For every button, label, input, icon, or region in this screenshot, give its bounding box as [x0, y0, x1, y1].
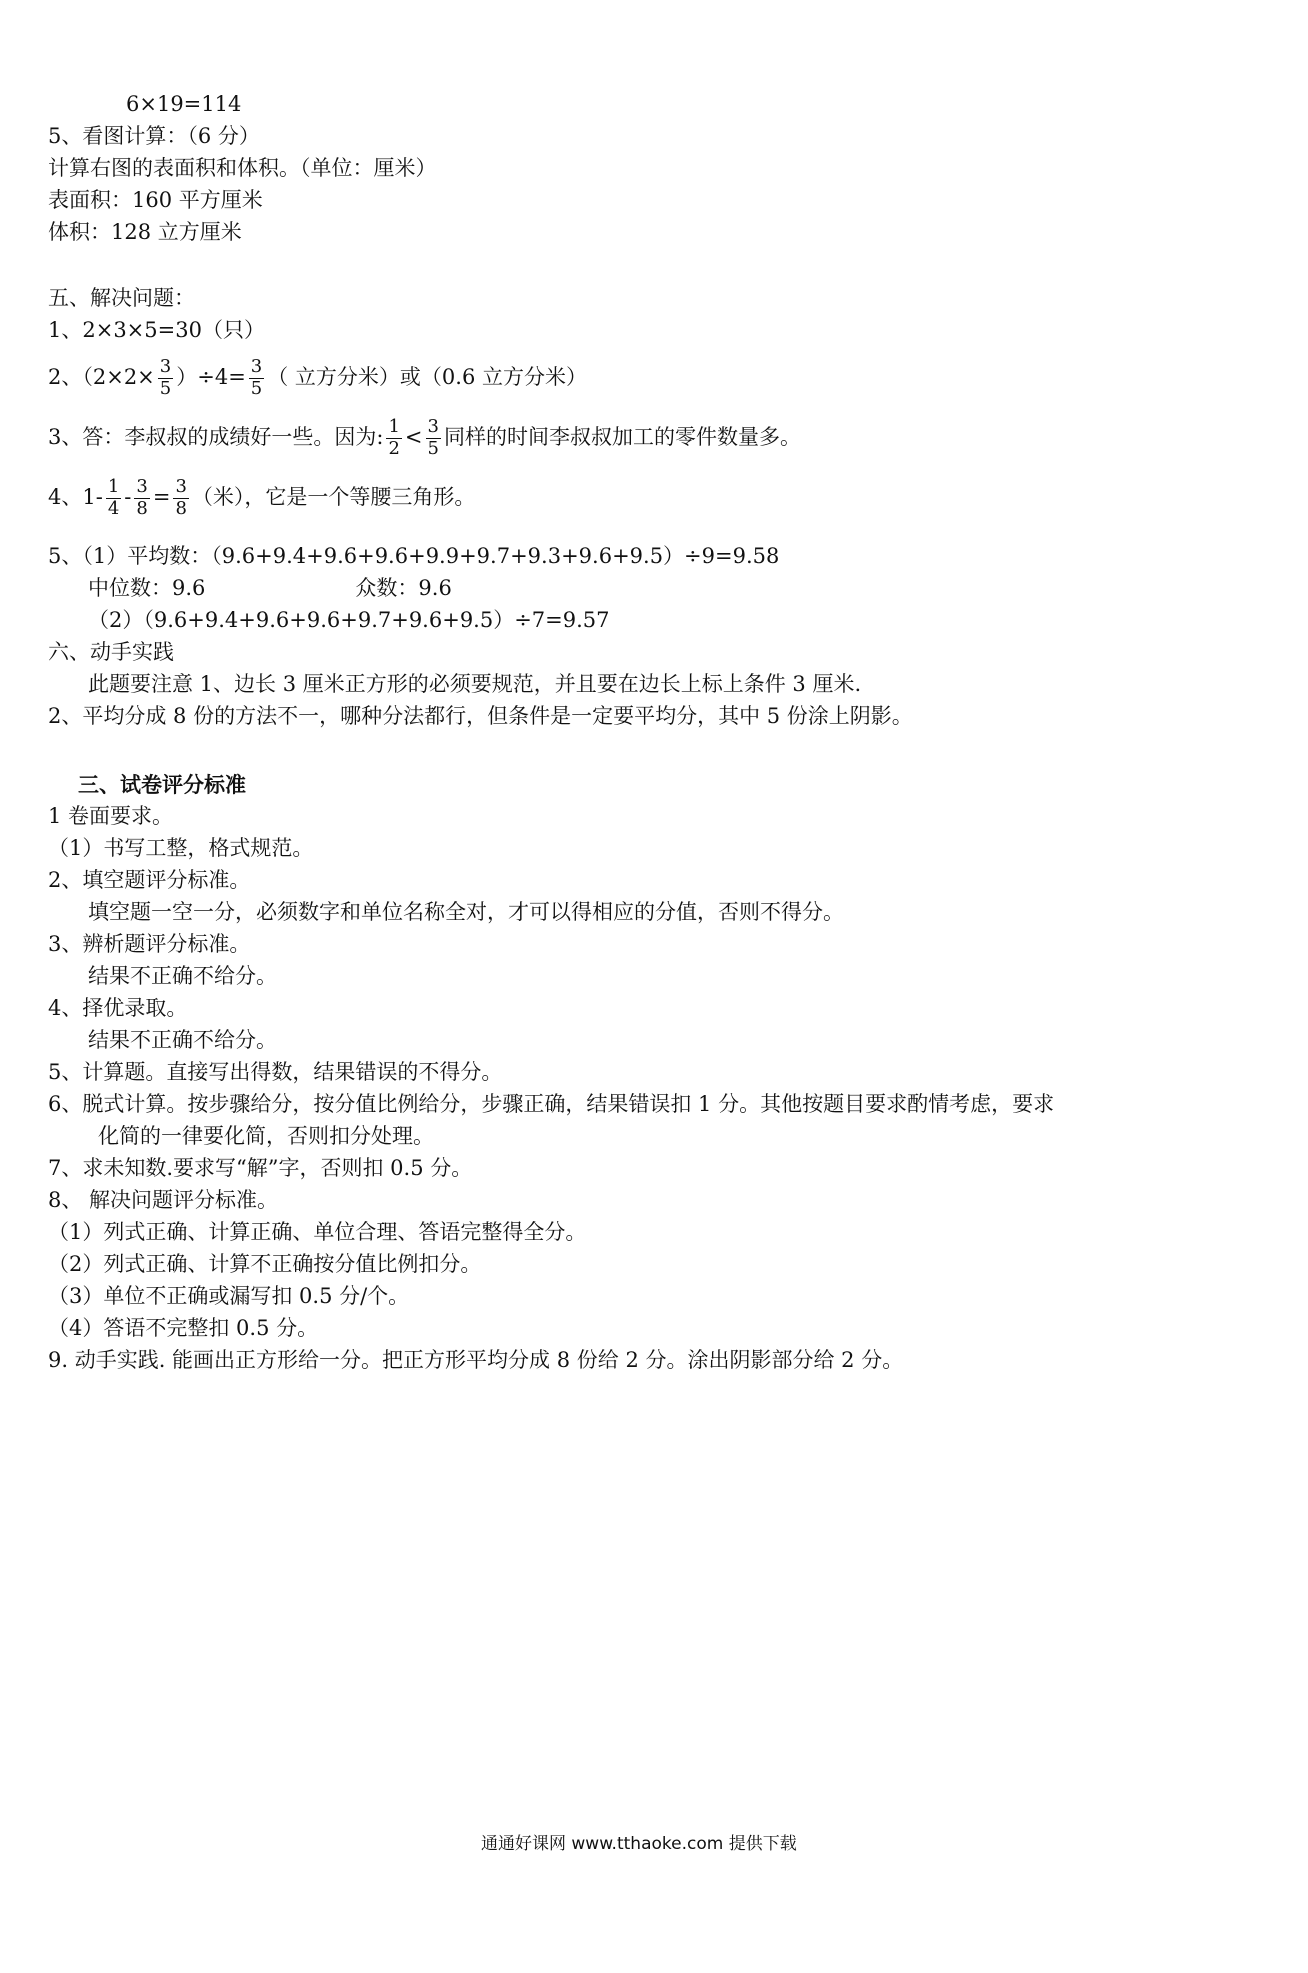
grading-line: 1 卷面要求。 [48, 804, 174, 828]
footer-source: 通通好课网 www.tthaoke.com 提供下载 [481, 1834, 797, 1854]
grading-line: 填空题一空一分，必须数字和单位名称全对，才可以得相应的分值，否则不得分。 [88, 900, 844, 924]
q4-fraction-1 [106, 478, 121, 519]
grading-line: 2、填空题评分标准。 [48, 868, 251, 892]
q2-suffix: （ 立方分米）或（0.6 立方分米） [267, 364, 587, 389]
q2-fraction-1 [158, 358, 173, 399]
section5-q1: 1、2×3×5=30（只） [48, 318, 265, 342]
q2-frac2-num: 3 [250, 356, 263, 377]
section5-q2 [48, 358, 587, 399]
q4-eq: = [152, 484, 171, 509]
q4-fraction-2 [134, 478, 149, 519]
grading-line: 6、脱式计算。按步骤给分，按分值比例给分，步骤正确，结果错误扣 1 分。其他按题目要求酌情考虑，要求 [48, 1092, 1055, 1116]
q2-mid: ）÷4= [176, 364, 246, 389]
q3-suffix: 同样的时间李叔叔加工的零件数量多。 [443, 424, 801, 449]
q4-fraction-3 [173, 478, 188, 519]
grading-heading: 三、试卷评分标准 [78, 772, 246, 797]
grading-line: 化简的一律要化简，否则扣分处理。 [98, 1124, 434, 1148]
q5-mode: 众数：9.6 [355, 576, 452, 600]
grading-line: 7、求未知数.要求写“解”字，否则扣 0.5 分。 [48, 1156, 473, 1180]
q2-frac1-den: 5 [159, 377, 172, 399]
q5-figure-title: 5、看图计算：（6 分） [48, 124, 260, 148]
calc-line: 6×19=114 [126, 92, 242, 116]
grading-line: （4）答语不完整扣 0.5 分。 [48, 1316, 319, 1340]
q5-median: 中位数：9.6 [88, 576, 206, 600]
volume-answer: 体积：128 立方厘米 [48, 220, 242, 244]
grading-line: （2）列式正确、计算不正确按分值比例扣分。 [48, 1252, 482, 1276]
section5-q5-line3: （2）（9.6+9.4+9.6+9.6+9.7+9.6+9.5）÷7=9.57 [88, 608, 610, 632]
q4-frac3-num: 3 [175, 476, 187, 497]
q2-frac1-num: 3 [159, 356, 172, 377]
surface-area-answer: 表面积：160 平方厘米 [48, 188, 263, 212]
q3-op: < [404, 424, 423, 449]
q3-frac1-num: 1 [388, 416, 400, 437]
q4-frac2-den: 8 [136, 497, 148, 519]
section5-q5-line1: 5、（1）平均数：（9.6+9.4+9.6+9.6+9.9+9.7+9.3+9.6+9.5）÷9=9.58 [48, 544, 780, 568]
section6-heading: 六、动手实践 [48, 640, 174, 664]
q5-figure-instruction: 计算右图的表面积和体积。（单位：厘米） [48, 156, 437, 180]
grading-line: （1）书写工整，格式规范。 [48, 836, 314, 860]
section6-line1: 此题要注意 1、边长 3 厘米正方形的必须要规范，并且要在边长上标上条件 3 厘米. [88, 672, 862, 696]
q4-op: - [124, 484, 132, 509]
grading-line: 4、择优录取。 [48, 996, 188, 1020]
q3-fraction-2 [426, 418, 441, 459]
grading-line: （3）单位不正确或漏写扣 0.5 分/个。 [48, 1284, 410, 1308]
grading-line: 结果不正确不给分。 [88, 1028, 277, 1052]
q3-fraction-1 [386, 418, 401, 459]
q2-frac2-den: 5 [250, 377, 263, 399]
grading-line: 结果不正确不给分。 [88, 964, 277, 988]
q4-frac2-num: 3 [136, 476, 148, 497]
q3-frac1-den: 2 [388, 437, 400, 459]
grading-line: 3、辨析题评分标准。 [48, 932, 251, 956]
grading-line: （1）列式正确、计算正确、单位合理、答语完整得全分。 [48, 1220, 587, 1244]
section5-q4 [48, 478, 475, 519]
q3-prefix: 3、答：李叔叔的成绩好一些。因为: [48, 424, 384, 449]
section5-q3 [48, 418, 801, 459]
grading-line: 5、计算题。直接写出得数，结果错误的不得分。 [48, 1060, 503, 1084]
q4-frac1-num: 1 [107, 476, 120, 497]
q2-prefix: 2、（2×2× [48, 364, 155, 389]
section5-q5-median-mode [88, 578, 452, 599]
grading-line: 9. 动手实践. 能画出正方形给一分。把正方形平均分成 8 份给 2 分。涂出阴影部分给 2 分。 [48, 1348, 904, 1372]
q4-prefix: 4、1- [48, 484, 103, 509]
section5-heading: 五、解决问题： [48, 286, 195, 310]
section6-line2: 2、平均分成 8 份的方法不一，哪种分法都行，但条件是一定要平均分，其中 5 份涂上阴影。 [48, 704, 913, 728]
q3-frac2-den: 5 [427, 437, 439, 459]
q4-suffix: （米），它是一个等腰三角形。 [191, 484, 476, 509]
q3-frac2-num: 3 [427, 416, 439, 437]
q4-frac1-den: 4 [107, 497, 120, 519]
q2-fraction-2 [249, 358, 264, 399]
grading-line: 8、 解决问题评分标准。 [48, 1188, 279, 1212]
q4-frac3-den: 8 [175, 497, 187, 519]
